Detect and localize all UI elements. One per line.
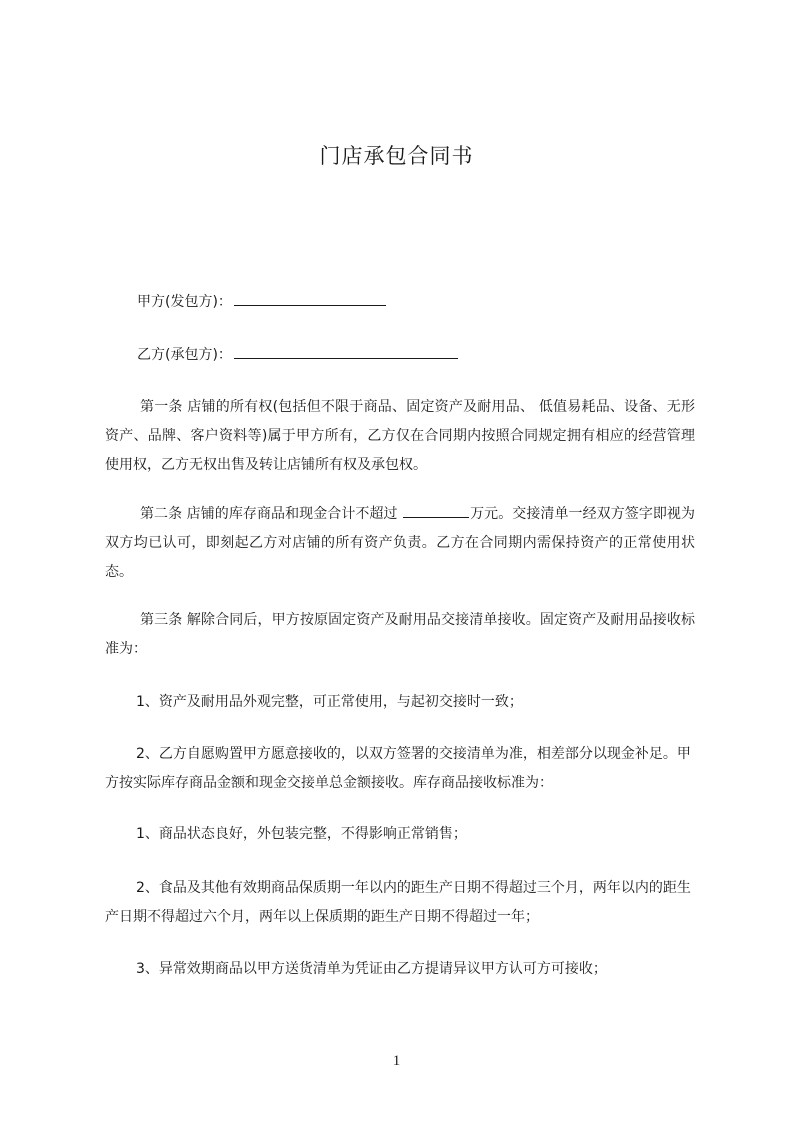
article-3: 第三条 解除合同后，甲方按原固定资产及耐用品交接清单接收。固定资产及耐用品接收标准为： bbox=[105, 612, 695, 657]
party-b-blank[interactable] bbox=[234, 344, 458, 359]
party-a-blank[interactable] bbox=[234, 291, 386, 306]
page-title: 门店承包合同书 bbox=[319, 144, 474, 168]
stock-criteria-item-1: 1、商品状态良好，外包装完整，不得影响正常销售； bbox=[136, 826, 467, 842]
party-b-line bbox=[137, 344, 458, 365]
asset-criteria-item-2: 2、乙方自愿购置甲方愿意接收的，以双方签署的交接清单为准，相差部分以现金补足。甲方按实际库存商品金额和现金交接单总金额接收。库存商品接收标准为： bbox=[105, 746, 691, 791]
party-a-line bbox=[137, 291, 386, 312]
party-b-label: 乙方(承包方)： bbox=[137, 347, 232, 363]
article-1: 第一条 店铺的所有权(包括但不限于商品、固定资产及耐用品、 低值易耗品、设备、无形资产、品牌、客户资料等)属于甲方所有，乙方仅在合同期内按照合同规定拥有相应的经营管理使用权，乙方无权出售及转让店铺所有权及承包权。 bbox=[105, 399, 695, 473]
stock-criteria-item-3: 3、异常效期商品以甲方送货清单为凭证由乙方提请异议甲方认可方可接收； bbox=[136, 961, 607, 977]
party-a-label: 甲方(发包方)： bbox=[137, 294, 232, 310]
article-2 bbox=[105, 500, 695, 587]
page-number: 1 bbox=[392, 1053, 401, 1069]
amount-blank[interactable] bbox=[403, 503, 469, 518]
asset-criteria-item-1: 1、资产及耐用品外观完整，可正常使用，与起初交接时一致； bbox=[136, 694, 523, 710]
stock-criteria-item-2: 2、食品及其他有效期商品保质期一年以内的距生产日期不得超过三个月，两年以内的距生产日期不得超过六个月，两年以上保质期的距生产日期不得超过一年； bbox=[105, 880, 691, 925]
article-2-text-before: 第二条 店铺的库存商品和现金合计不超过 bbox=[140, 506, 403, 522]
article-2-text-after: 万元。交接清单一经双方签字即视为双方均已认可，即刻起乙方对店铺的所有资产负责。乙方在合同期内需保持资产的正常使用状态。 bbox=[105, 506, 695, 580]
